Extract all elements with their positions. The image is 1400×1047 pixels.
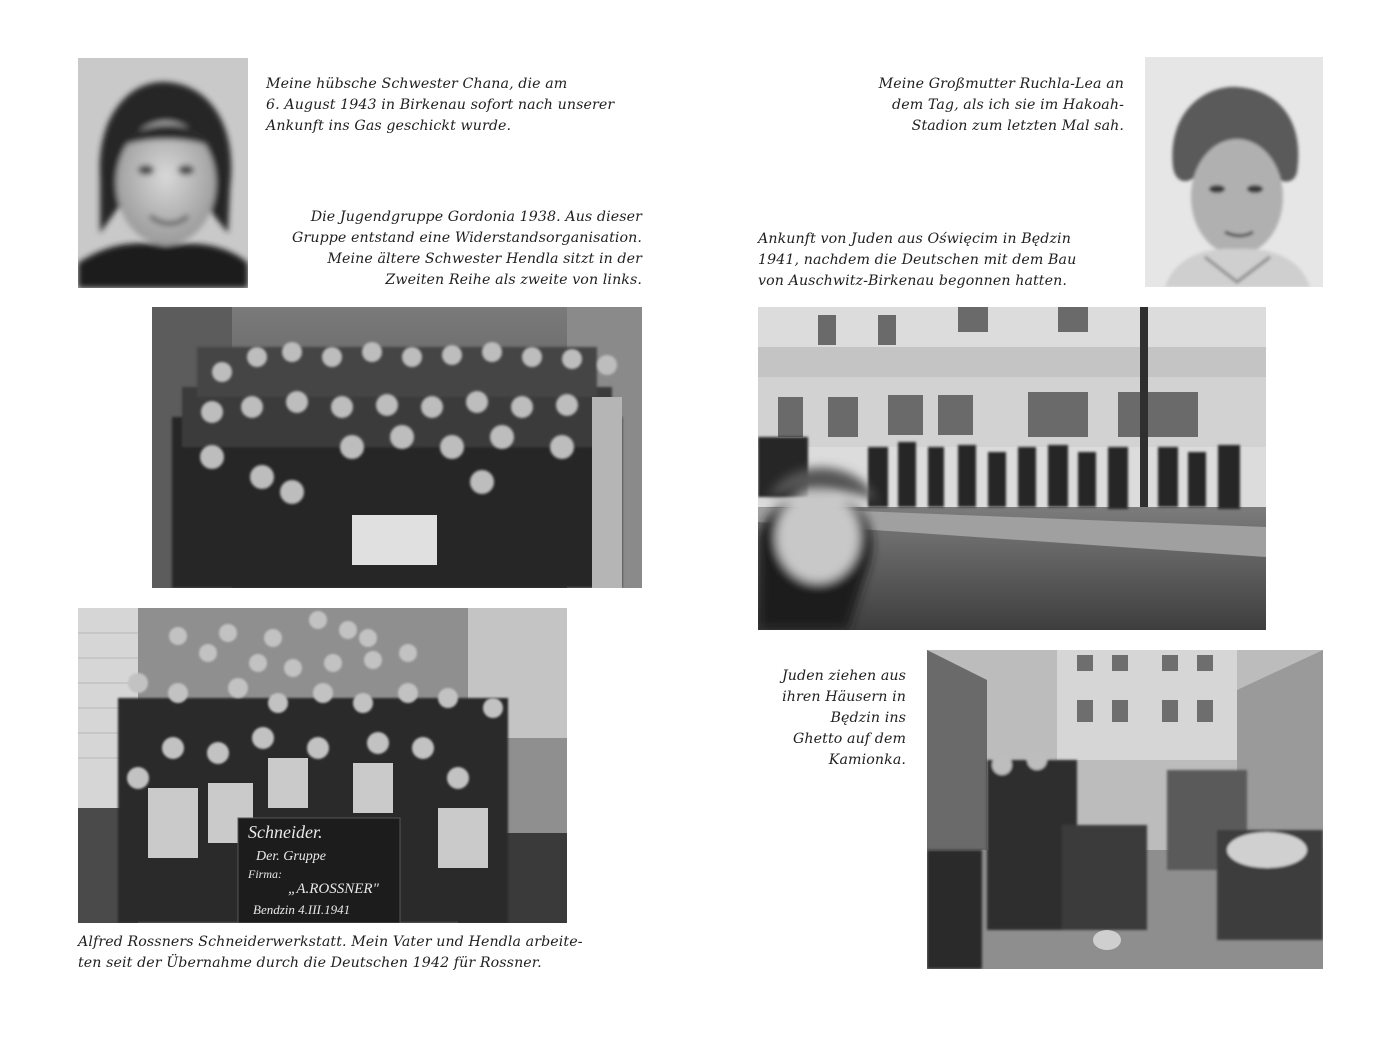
- caption-line: Meine Großmutter Ruchla-Lea an: [878, 76, 1124, 92]
- caption-line: 6. August 1943 in Birkenau sofort nach unserer: [266, 97, 615, 113]
- caption-ghetto: [782, 666, 906, 771]
- photo-chana-portrait: [78, 58, 248, 288]
- sign-line: Schneider.: [248, 822, 323, 842]
- caption-chana: [266, 74, 614, 137]
- caption-ruchla: [879, 74, 1124, 137]
- photo-gordonia-group: [152, 307, 642, 588]
- sign-line: Firma:: [248, 867, 282, 881]
- caption-line: Die Jugendgruppe Gordonia 1938. Aus dieser: [310, 209, 642, 225]
- caption-line: Ankunft von Juden aus Oświęcim in Będzin: [758, 231, 1071, 247]
- caption-line: Będzin ins: [830, 710, 906, 726]
- photo-ruchla-portrait: [1145, 57, 1323, 287]
- caption-line: Meine hübsche Schwester Chana, die am: [266, 76, 568, 92]
- caption-line: Stadion zum letzten Mal sah.: [911, 118, 1124, 134]
- caption-gordonia: [292, 207, 642, 291]
- street-graphic: [758, 307, 1266, 630]
- caption-line: dem Tag, als ich sie im Hakoah-: [892, 97, 1124, 113]
- sign-line: Bendzin 4.III.1941: [253, 902, 351, 917]
- caption-line: Meine ältere Schwester Hendla sitzt in der: [327, 251, 642, 267]
- caption-line: 1941, nachdem die Deutschen mit dem Bau: [758, 252, 1077, 268]
- sign-line: Der. Gruppe: [256, 849, 326, 864]
- caption-line: Gruppe entstand eine Widerstandsorganisation.: [292, 230, 642, 246]
- photo-rossner-workshop: [78, 608, 567, 923]
- caption-line: Alfred Rossners Schneiderwerkstatt. Mein Vater und Hendla arbeite-: [78, 934, 583, 950]
- courtyard-graphic: [927, 650, 1323, 969]
- caption-line: Ankunft ins Gas geschickt wurde.: [266, 118, 512, 134]
- caption-line: ten seit der Übernahme durch die Deutschen 1942 für Rossner.: [78, 955, 542, 971]
- caption-line: Juden ziehen aus: [781, 668, 906, 684]
- photo-street-arrival: [758, 307, 1266, 630]
- workshop-graphic: [78, 608, 567, 923]
- caption-rossner: [78, 932, 583, 974]
- caption-line: Zweiten Reihe als zweite von links.: [385, 272, 642, 288]
- caption-line: Kamionka.: [828, 752, 906, 768]
- group-graphic: [152, 307, 642, 588]
- portrait-graphic: [1145, 57, 1323, 287]
- portrait-graphic: [78, 58, 248, 288]
- caption-arrival: [758, 229, 1076, 292]
- caption-line: ihren Häusern in: [782, 689, 906, 705]
- photo-ghetto-courtyard: [927, 650, 1323, 969]
- sign-line: „A.ROSSNER": [288, 881, 379, 897]
- caption-line: Ghetto auf dem: [792, 731, 906, 747]
- caption-line: von Auschwitz-Birkenau begonnen hatten.: [758, 273, 1067, 289]
